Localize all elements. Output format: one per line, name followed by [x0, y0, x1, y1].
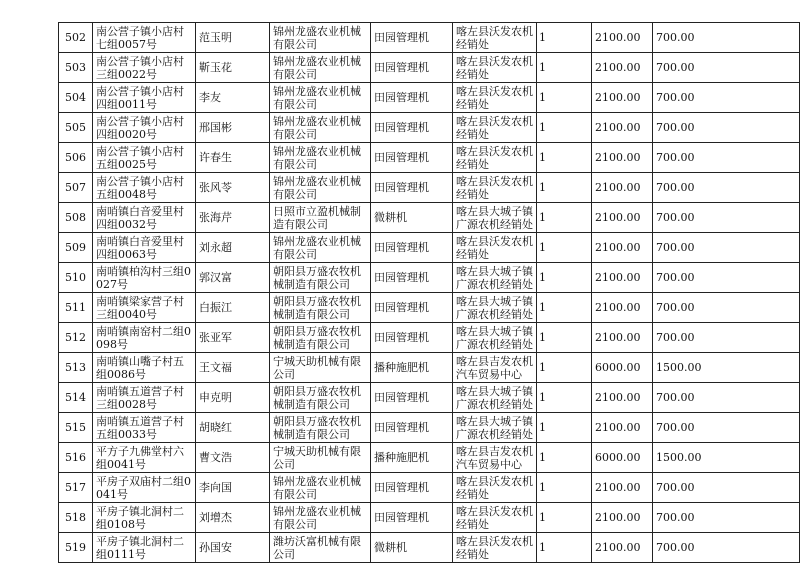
- cell-address: 平方子九佛堂村六组0041号: [93, 443, 196, 473]
- cell-subsidy: 700.00: [653, 233, 800, 263]
- cell-amount: 6000.00: [592, 443, 653, 473]
- table-row: [59, 443, 800, 473]
- cell-owner-name: 王文福: [196, 353, 270, 383]
- cell-address: 南公营子镇小店村五组0025号: [93, 143, 196, 173]
- cell-manufacturer: 朝阳县万盛农牧机械制造有限公司: [270, 263, 371, 293]
- cell-subsidy: 700.00: [653, 23, 800, 53]
- cell-serial-number: 510: [59, 263, 93, 293]
- cell-subsidy: 700.00: [653, 143, 800, 173]
- cell-amount: 2100.00: [592, 503, 653, 533]
- cell-machine-type: 田园管理机: [371, 383, 453, 413]
- cell-owner-name: 张风苓: [196, 173, 270, 203]
- cell-dealer: 喀左县沃发农机经销处: [453, 83, 537, 113]
- cell-machine-type: 田园管理机: [371, 233, 453, 263]
- cell-amount: 2100.00: [592, 413, 653, 443]
- cell-dealer: 喀左县大城子镇广源农机经销处: [453, 293, 537, 323]
- cell-serial-number: 507: [59, 173, 93, 203]
- cell-machine-type: 田园管理机: [371, 113, 453, 143]
- cell-manufacturer: 日照市立盈机械制造有限公司: [270, 203, 371, 233]
- cell-serial-number: 502: [59, 23, 93, 53]
- table-row: [59, 83, 800, 113]
- cell-amount: 2100.00: [592, 533, 653, 563]
- table-row: [59, 503, 800, 533]
- cell-machine-type: 田园管理机: [371, 293, 453, 323]
- cell-dealer: 喀左县沃发农机经销处: [453, 473, 537, 503]
- cell-manufacturer: 宁城天助机械有限公司: [270, 443, 371, 473]
- cell-amount: 2100.00: [592, 113, 653, 143]
- cell-manufacturer: 锦州龙盛农业机械有限公司: [270, 233, 371, 263]
- cell-owner-name: 申克明: [196, 383, 270, 413]
- cell-manufacturer: 朝阳县万盛农牧机械制造有限公司: [270, 383, 371, 413]
- cell-subsidy: 700.00: [653, 83, 800, 113]
- cell-manufacturer: 锦州龙盛农业机械有限公司: [270, 23, 371, 53]
- cell-amount: 2100.00: [592, 173, 653, 203]
- cell-owner-name: 白振江: [196, 293, 270, 323]
- cell-serial-number: 505: [59, 113, 93, 143]
- cell-quantity: 1: [537, 413, 592, 443]
- cell-dealer: 喀左县大城子镇广源农机经销处: [453, 263, 537, 293]
- cell-serial-number: 519: [59, 533, 93, 563]
- table-row: [59, 533, 800, 563]
- cell-manufacturer: 锦州龙盛农业机械有限公司: [270, 503, 371, 533]
- cell-serial-number: 518: [59, 503, 93, 533]
- cell-serial-number: 503: [59, 53, 93, 83]
- cell-dealer: 喀左县沃发农机经销处: [453, 233, 537, 263]
- cell-machine-type: 田园管理机: [371, 323, 453, 353]
- cell-manufacturer: 朝阳县万盛农牧机械制造有限公司: [270, 413, 371, 443]
- cell-dealer: 喀左县大城子镇广源农机经销处: [453, 203, 537, 233]
- cell-serial-number: 506: [59, 143, 93, 173]
- cell-owner-name: 刘永超: [196, 233, 270, 263]
- table-row: [59, 233, 800, 263]
- cell-address: 南哨镇白音爱里村四组0032号: [93, 203, 196, 233]
- table-row: [59, 473, 800, 503]
- cell-owner-name: 邢国彬: [196, 113, 270, 143]
- cell-machine-type: 田园管理机: [371, 23, 453, 53]
- cell-machine-type: 田园管理机: [371, 503, 453, 533]
- cell-owner-name: 孙国安: [196, 533, 270, 563]
- cell-address: 南公营子镇小店村四组0020号: [93, 113, 196, 143]
- cell-serial-number: 504: [59, 83, 93, 113]
- table-row: [59, 53, 800, 83]
- cell-manufacturer: 锦州龙盛农业机械有限公司: [270, 143, 371, 173]
- cell-dealer: 喀左县沃发农机经销处: [453, 173, 537, 203]
- cell-owner-name: 张亚军: [196, 323, 270, 353]
- cell-subsidy: 700.00: [653, 383, 800, 413]
- table-row: [59, 113, 800, 143]
- cell-quantity: 1: [537, 203, 592, 233]
- cell-quantity: 1: [537, 143, 592, 173]
- cell-machine-type: 微耕机: [371, 203, 453, 233]
- cell-serial-number: 511: [59, 293, 93, 323]
- cell-amount: 2100.00: [592, 233, 653, 263]
- cell-quantity: 1: [537, 473, 592, 503]
- cell-dealer: 喀左县大城子镇广源农机经销处: [453, 413, 537, 443]
- cell-serial-number: 516: [59, 443, 93, 473]
- cell-owner-name: 靳玉花: [196, 53, 270, 83]
- cell-owner-name: 郭汉富: [196, 263, 270, 293]
- cell-dealer: 喀左县沃发农机经销处: [453, 113, 537, 143]
- cell-owner-name: 张海芹: [196, 203, 270, 233]
- cell-subsidy: 700.00: [653, 413, 800, 443]
- cell-address: 南公营子镇小店村四组0011号: [93, 83, 196, 113]
- cell-address: 南哨镇五道营子村三组0028号: [93, 383, 196, 413]
- cell-address: 南哨镇山嘴子村五组0086号: [93, 353, 196, 383]
- cell-address: 南公营子镇小店村五组0048号: [93, 173, 196, 203]
- cell-manufacturer: 锦州龙盛农业机械有限公司: [270, 53, 371, 83]
- table-row: [59, 323, 800, 353]
- cell-machine-type: 田园管理机: [371, 143, 453, 173]
- cell-amount: 2100.00: [592, 263, 653, 293]
- table-row: [59, 263, 800, 293]
- cell-machine-type: 田园管理机: [371, 83, 453, 113]
- cell-subsidy: 1500.00: [653, 353, 800, 383]
- cell-machine-type: 播种施肥机: [371, 353, 453, 383]
- table-row: [59, 23, 800, 53]
- cell-amount: 2100.00: [592, 203, 653, 233]
- table-row: [59, 413, 800, 443]
- cell-manufacturer: 锦州龙盛农业机械有限公司: [270, 83, 371, 113]
- cell-subsidy: 1500.00: [653, 443, 800, 473]
- table-row: [59, 353, 800, 383]
- cell-quantity: 1: [537, 113, 592, 143]
- cell-dealer: 喀左县沃发农机经销处: [453, 23, 537, 53]
- cell-address: 南公营子镇小店村三组0022号: [93, 53, 196, 83]
- cell-quantity: 1: [537, 533, 592, 563]
- table-row: [59, 293, 800, 323]
- cell-subsidy: 700.00: [653, 533, 800, 563]
- cell-quantity: 1: [537, 53, 592, 83]
- cell-serial-number: 517: [59, 473, 93, 503]
- cell-amount: 2100.00: [592, 323, 653, 353]
- cell-machine-type: 微耕机: [371, 533, 453, 563]
- cell-owner-name: 胡晓红: [196, 413, 270, 443]
- cell-amount: 2100.00: [592, 143, 653, 173]
- cell-address: 南哨镇梁家营子村三组0040号: [93, 293, 196, 323]
- cell-manufacturer: 朝阳县万盛农牧机械制造有限公司: [270, 293, 371, 323]
- table-row: [59, 143, 800, 173]
- cell-address: 南哨镇白音爱里村四组0063号: [93, 233, 196, 263]
- cell-serial-number: 512: [59, 323, 93, 353]
- cell-address: 平房子双庙村二组0041号: [93, 473, 196, 503]
- cell-address: 南哨镇五道营子村五组0033号: [93, 413, 196, 443]
- table-row: [59, 383, 800, 413]
- cell-quantity: 1: [537, 173, 592, 203]
- cell-quantity: 1: [537, 503, 592, 533]
- cell-amount: 2100.00: [592, 383, 653, 413]
- cell-serial-number: 509: [59, 233, 93, 263]
- cell-subsidy: 700.00: [653, 263, 800, 293]
- cell-serial-number: 514: [59, 383, 93, 413]
- cell-quantity: 1: [537, 383, 592, 413]
- cell-address: 平房子镇北洞村二组0111号: [93, 533, 196, 563]
- cell-quantity: 1: [537, 293, 592, 323]
- cell-amount: 2100.00: [592, 23, 653, 53]
- cell-owner-name: 李友: [196, 83, 270, 113]
- cell-amount: 2100.00: [592, 53, 653, 83]
- cell-amount: 2100.00: [592, 293, 653, 323]
- cell-owner-name: 刘增杰: [196, 503, 270, 533]
- cell-subsidy: 700.00: [653, 293, 800, 323]
- cell-dealer: 喀左县大城子镇广源农机经销处: [453, 323, 537, 353]
- cell-machine-type: 田园管理机: [371, 173, 453, 203]
- cell-subsidy: 700.00: [653, 203, 800, 233]
- cell-quantity: 1: [537, 443, 592, 473]
- cell-address: 南哨镇柏沟村三组0027号: [93, 263, 196, 293]
- cell-machine-type: 播种施肥机: [371, 443, 453, 473]
- cell-quantity: 1: [537, 83, 592, 113]
- cell-dealer: 喀左县沃发农机经销处: [453, 503, 537, 533]
- cell-owner-name: 李向国: [196, 473, 270, 503]
- cell-subsidy: 700.00: [653, 173, 800, 203]
- cell-subsidy: 700.00: [653, 473, 800, 503]
- cell-machine-type: 田园管理机: [371, 413, 453, 443]
- cell-address: 南公营子镇小店村七组0057号: [93, 23, 196, 53]
- cell-serial-number: 513: [59, 353, 93, 383]
- cell-quantity: 1: [537, 233, 592, 263]
- cell-machine-type: 田园管理机: [371, 473, 453, 503]
- subsidy-table: [58, 22, 800, 563]
- cell-manufacturer: 锦州龙盛农业机械有限公司: [270, 113, 371, 143]
- cell-owner-name: 许春生: [196, 143, 270, 173]
- cell-subsidy: 700.00: [653, 113, 800, 143]
- cell-quantity: 1: [537, 323, 592, 353]
- table-row: [59, 203, 800, 233]
- cell-machine-type: 田园管理机: [371, 263, 453, 293]
- cell-amount: 6000.00: [592, 353, 653, 383]
- cell-address: 南哨镇南窑村二组0098号: [93, 323, 196, 353]
- cell-dealer: 喀左县吉发农机汽车贸易中心: [453, 353, 537, 383]
- cell-manufacturer: 潍坊沃富机械有限公司: [270, 533, 371, 563]
- cell-dealer: 喀左县沃发农机经销处: [453, 53, 537, 83]
- cell-dealer: 喀左县沃发农机经销处: [453, 533, 537, 563]
- cell-quantity: 1: [537, 263, 592, 293]
- cell-manufacturer: 宁城天助机械有限公司: [270, 353, 371, 383]
- cell-owner-name: 范玉明: [196, 23, 270, 53]
- cell-owner-name: 曹文浩: [196, 443, 270, 473]
- cell-subsidy: 700.00: [653, 503, 800, 533]
- cell-serial-number: 508: [59, 203, 93, 233]
- cell-dealer: 喀左县大城子镇广源农机经销处: [453, 383, 537, 413]
- cell-manufacturer: 朝阳县万盛农牧机械制造有限公司: [270, 323, 371, 353]
- cell-dealer: 喀左县沃发农机经销处: [453, 143, 537, 173]
- cell-manufacturer: 锦州龙盛农业机械有限公司: [270, 473, 371, 503]
- cell-subsidy: 700.00: [653, 323, 800, 353]
- cell-address: 平房子镇北洞村二组0108号: [93, 503, 196, 533]
- table-row: [59, 173, 800, 203]
- cell-serial-number: 515: [59, 413, 93, 443]
- cell-dealer: 喀左县吉发农机汽车贸易中心: [453, 443, 537, 473]
- cell-quantity: 1: [537, 23, 592, 53]
- cell-manufacturer: 锦州龙盛农业机械有限公司: [270, 173, 371, 203]
- cell-amount: 2100.00: [592, 83, 653, 113]
- cell-quantity: 1: [537, 353, 592, 383]
- cell-machine-type: 田园管理机: [371, 53, 453, 83]
- cell-subsidy: 700.00: [653, 53, 800, 83]
- cell-amount: 2100.00: [592, 473, 653, 503]
